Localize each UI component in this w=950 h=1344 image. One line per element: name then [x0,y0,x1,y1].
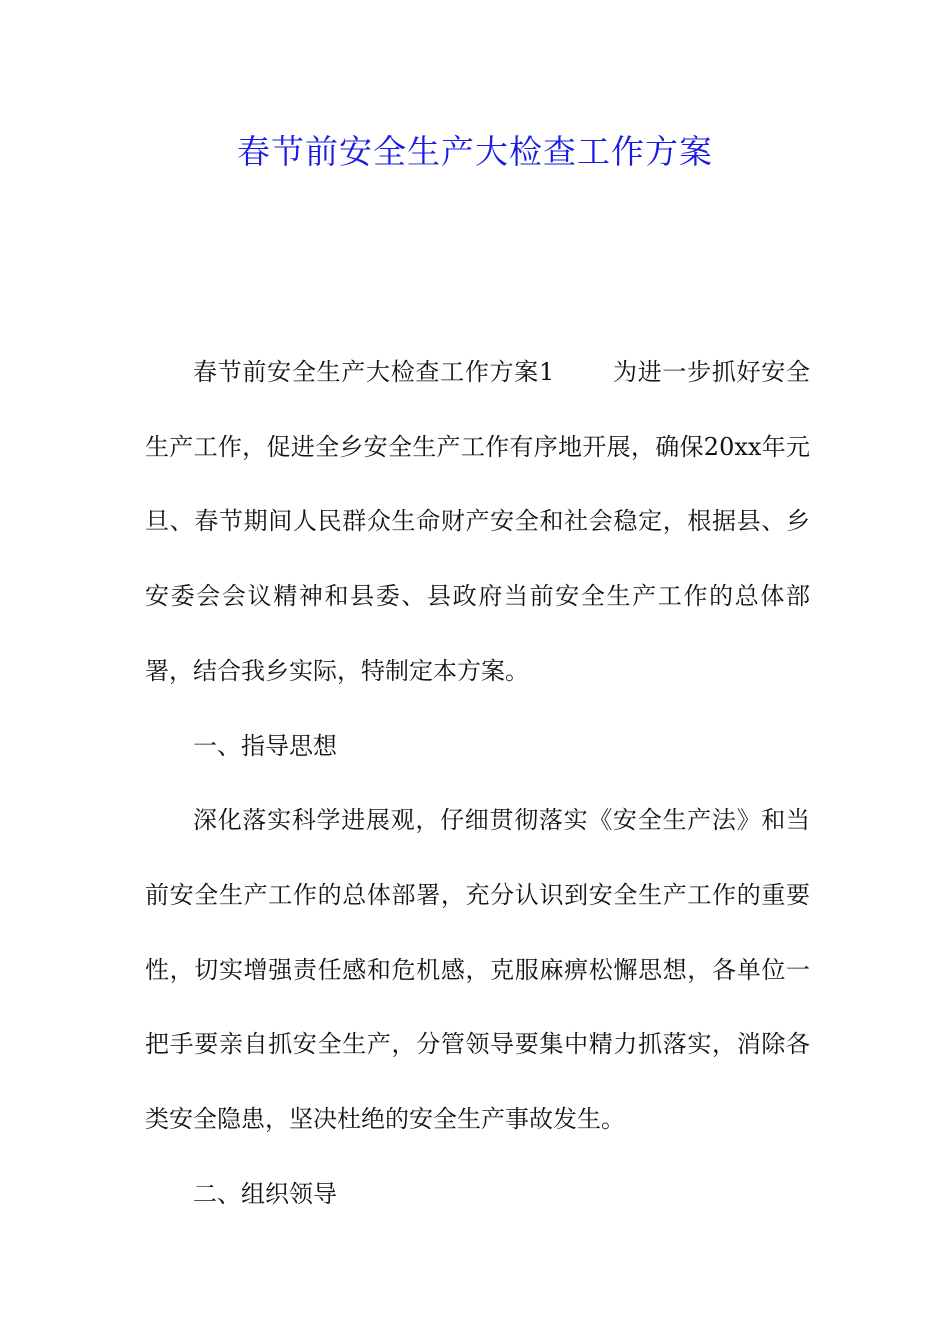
document-title: 春节前安全生产大检查工作方案 [237,132,713,171]
intro-lead-text: 春节前安全生产大检查工作方案1 [193,358,555,386]
intro-paragraph [145,335,810,709]
intro-body-text: 为进一步抓好安全生产工作，促进全乡安全生产工作有序地开展，确保20xx年元旦、春节期间人民群众生命财产安全和社会稳定，根据县、乡安委会会议精神和县委、县政府当前安全生产工作的总体部署，结合我乡实际，特制定本方案。 [145,358,810,685]
section-heading-organization: 二、组织领导 [193,1179,337,1208]
guiding-ideology-paragraph: 深化落实科学进展观，仔细贯彻落实《安全生产法》和当前安全生产工作的总体部署，充分认识到安全生产工作的重要性，切实增强责任感和危机感，克服麻痹松懈思想，各单位一把手要亲自抓安全生产，分管领导要集中精力抓落实，消除各类安全隐患，坚决杜绝的安全生产事故发生。 [145,806,810,1134]
document-body [145,335,810,1231]
section-heading-guiding-ideology: 一、指导思想 [193,731,337,760]
